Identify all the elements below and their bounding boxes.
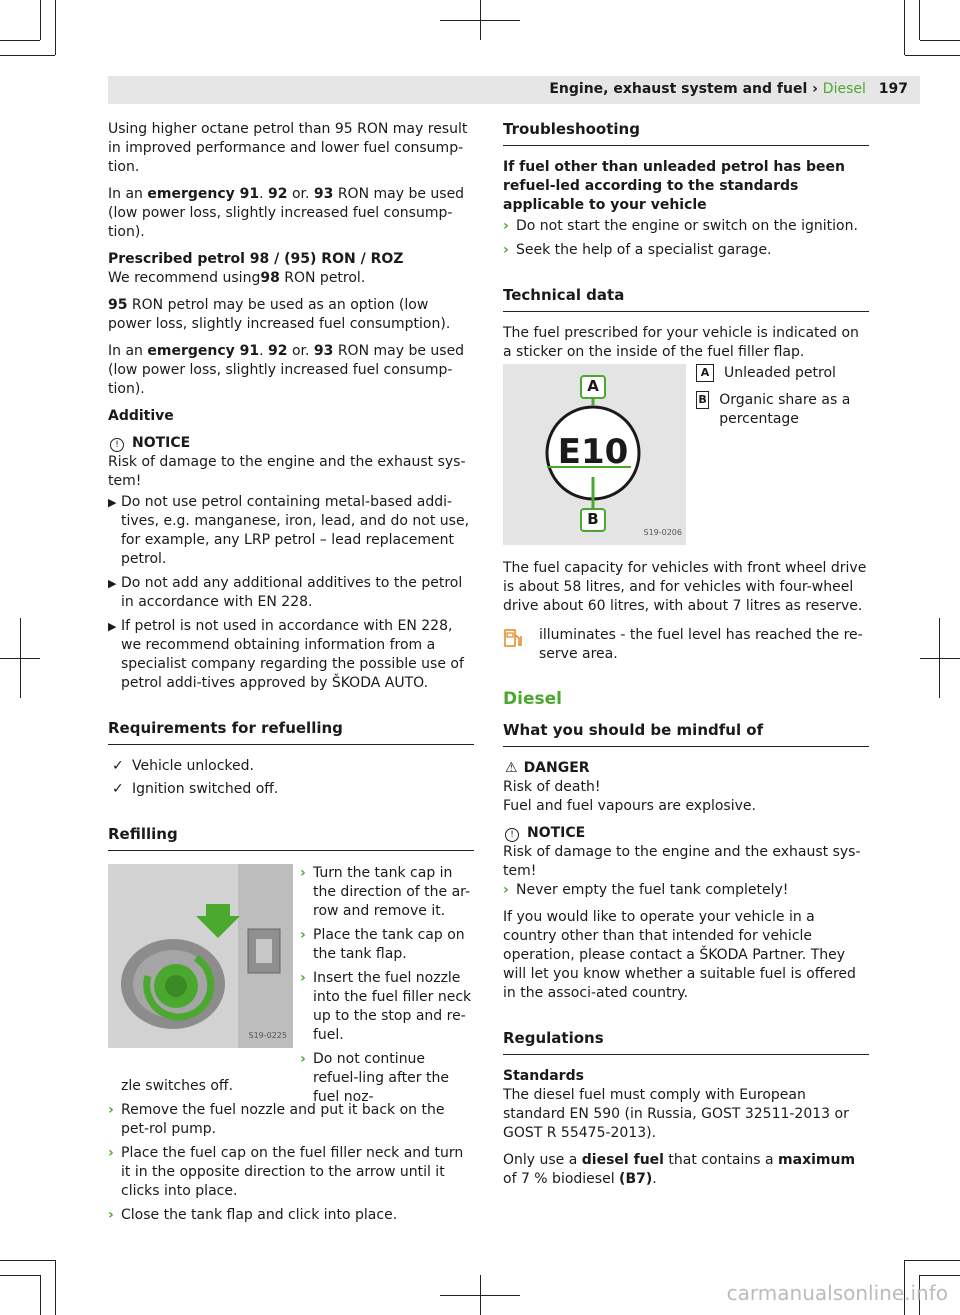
legend-text: Unleaded petrol [724, 365, 836, 381]
checkmark-icon: ✓ [112, 781, 124, 797]
refill-step-text: Close the tank flap and click into place. [121, 1207, 398, 1223]
fuel-capacity-text: The fuel capacity for vehicles with front wheel drive is about 58 litres, and for vehicles with four-wheel drive about 60 litres, with about 7 litres as reserve. [503, 560, 867, 614]
text: 93 [313, 186, 334, 202]
requirements-heading: Requirements for refuelling [108, 719, 474, 745]
text: In an [108, 186, 148, 202]
text: emergency 91 [147, 186, 260, 202]
checkmark-icon: ✓ [112, 758, 124, 774]
figure-code: S19-0225 [248, 1031, 287, 1040]
notice-block [503, 824, 869, 900]
text: of 7 % biodiesel [503, 1171, 620, 1187]
text: diesel fuel [581, 1152, 664, 1168]
header-section: Engine, exhaust system and fuel [549, 81, 808, 97]
chevron-right-icon: › [300, 865, 306, 881]
mindful-heading: What you should be mindful of [503, 721, 869, 747]
technical-data-heading: Technical data [503, 286, 869, 312]
refilling-heading: Refilling [108, 825, 474, 851]
refill-step-text: Do not continue refuel-ling after the fuel noz- [313, 1051, 449, 1105]
crop-mark [920, 658, 960, 659]
crop-mark [0, 1260, 55, 1261]
crop-mark [919, 0, 920, 40]
text: or. [287, 343, 314, 359]
notice-title: NOTICE [527, 825, 586, 841]
technical-data-text: The fuel prescribed for your vehicle is indicated on a sticker on the inside of the fuel filler flap. [503, 325, 859, 360]
text: . [259, 343, 269, 359]
prescribed-petrol: Prescribed petrol 98 / (95) RON / ROZ [108, 251, 404, 267]
danger-line: Fuel and fuel vapours are explosive. [503, 798, 756, 814]
crop-mark [40, 1275, 41, 1315]
refill-step-text: Place the fuel cap on the fuel filler neck and turn it in the opposite direction to the arrow until it clicks into place. [121, 1145, 464, 1199]
right-column [503, 120, 869, 370]
notice-block [108, 434, 474, 693]
triangle-bullet-icon: ▶ [108, 620, 117, 633]
legend-key: B [696, 391, 709, 409]
refill-step-text: Remove the fuel nozzle and put it back on the pet-rol pump. [121, 1102, 445, 1137]
notice-icon: ! [110, 438, 124, 452]
text: 98 [260, 270, 280, 286]
crop-mark [0, 1275, 40, 1276]
option-paragraph [108, 296, 474, 334]
e10-label: E10 [557, 432, 629, 472]
crop-mark [920, 1275, 960, 1276]
left-column [108, 120, 474, 887]
refill-step-text: Insert the fuel nozzle into the fuel filler neck up to the stop and re-fuel. [313, 970, 472, 1043]
requirement-text: Vehicle unlocked. [132, 758, 254, 774]
danger-title: DANGER [523, 760, 590, 776]
emergency-paragraph [108, 185, 474, 242]
legend-key: A [696, 364, 714, 382]
triangle-bullet-icon: ▶ [108, 577, 117, 590]
chevron-right-icon: › [300, 927, 306, 943]
text: . [652, 1171, 657, 1187]
fuel-cap-illustration [108, 864, 293, 1048]
standards-text: The diesel fuel must comply with European standard EN 590 (in Russia, GOST 32511-2013 or GOST R 55475-2013). [503, 1087, 849, 1141]
text: We recommend using [108, 270, 261, 286]
danger-line: Risk of death! [503, 779, 601, 795]
troubleshooting-item [503, 217, 869, 236]
watermark: carmanualsonline.info [726, 1281, 948, 1305]
triangle-bullet-icon: ▶ [108, 496, 117, 509]
legend-item [696, 391, 870, 429]
notice-text: Risk of damage to the engine and the exhaust sys-tem! [503, 844, 861, 879]
e10-sticker-figure [503, 364, 686, 545]
chevron-right-icon: › [503, 242, 509, 258]
text: 92 [268, 343, 288, 359]
notice-item-text: Never empty the fuel tank completely! [516, 882, 789, 898]
notice-item [108, 493, 474, 569]
step-continuation: zle switches off. [121, 1078, 234, 1094]
recommend-paragraph [108, 269, 474, 288]
crop-mark [0, 55, 55, 56]
chevron-right-icon: › [108, 1207, 114, 1223]
text: (B7) [619, 1171, 653, 1187]
callout-a: A [587, 377, 599, 395]
chevron-right-icon: › [300, 1051, 306, 1067]
notice-item-text: Do not use petrol containing metal-based addi-tives, e.g. manganese, iron, lead, and do not use, for example, any LRP petrol – lead replacement petrol. [121, 494, 470, 567]
standards-heading: Standards [503, 1068, 584, 1084]
chevron-right-icon: › [503, 218, 509, 234]
warning-triangle-icon: ⚠ [505, 760, 518, 776]
emergency-paragraph-2 [108, 342, 474, 399]
text: Only use a [503, 1152, 582, 1168]
figure-steps [300, 864, 474, 1112]
notice-item-text: If petrol is not used in accordance with EN 228, we recommend obtaining information from a specialist company regarding the possible use of petrol addi-tives approved by ŠKODA AUTO. [121, 618, 464, 691]
notice-item-text: Do not add any additional additives to the petrol in accordance with EN 228. [121, 575, 463, 610]
notice-title: NOTICE [132, 435, 191, 451]
crop-mark [920, 40, 960, 41]
crop-mark [905, 55, 960, 56]
troubleshooting-text: Do not start the engine or switch on the ignition. [516, 218, 858, 234]
requirement-text: Ignition switched off. [132, 781, 279, 797]
diesel-heading: Diesel [503, 689, 562, 709]
troubleshooting-heading: Troubleshooting [503, 120, 869, 146]
refill-step-text: Turn the tank cap in the direction of the ar-row and remove it. [313, 865, 471, 919]
text: RON may be used (low power loss, slightly increased fuel consump-tion). [108, 186, 465, 240]
fuel-warning-text: illuminates - the fuel level has reached the re-serve area. [539, 627, 863, 662]
chevron-right-icon: › [300, 970, 306, 986]
troubleshooting-item [503, 241, 869, 260]
troubleshooting-subheading: If fuel other than unleaded petrol has been refuel-led according to the standards applicable to your vehicle [503, 159, 845, 213]
refill-step [108, 1206, 474, 1225]
page-number: 197 [878, 81, 908, 97]
fuel-warning [503, 626, 869, 664]
figure-legend [696, 364, 870, 429]
text: RON petrol. [279, 270, 366, 286]
troubleshooting-text: Seek the help of a specialist garage. [516, 242, 772, 258]
text: 92 [268, 186, 288, 202]
text: maximum [778, 1152, 856, 1168]
right-column-lower [503, 559, 869, 1197]
requirement-item [108, 780, 474, 799]
text: 93 [313, 343, 334, 359]
danger-block [503, 759, 869, 816]
text: or. [287, 186, 314, 202]
header-subsection: Diesel [822, 81, 866, 97]
refill-step [108, 1144, 474, 1201]
refill-step [108, 1101, 474, 1139]
header-separator: › [807, 81, 823, 97]
running-header [549, 80, 908, 99]
octane-paragraph: Using higher octane petrol than 95 RON may result in improved performance and lower fuel consump-tion. [108, 121, 468, 175]
text: RON petrol may be used as an option (low power loss, slightly increased fuel consumption). [108, 297, 451, 332]
refill-step [300, 926, 474, 964]
text: that contains a [663, 1152, 779, 1168]
text: RON may be used (low power loss, slightly increased fuel consump-tion). [108, 343, 465, 397]
text: In an [108, 343, 148, 359]
crop-mark [440, 20, 520, 21]
crop-mark [904, 0, 905, 55]
callout-b: B [587, 510, 599, 528]
chevron-right-icon: › [503, 882, 509, 898]
refill-step [300, 969, 474, 1045]
crop-mark [55, 1260, 56, 1315]
fuel-pump-icon [503, 626, 539, 664]
fuel-cap-figure [108, 864, 293, 1048]
notice-item [108, 574, 474, 612]
crop-mark [55, 0, 56, 55]
additive-heading: Additive [108, 408, 174, 424]
chevron-right-icon: › [108, 1102, 114, 1118]
chevron-right-icon: › [108, 1145, 114, 1161]
refill-steps-continued [108, 1077, 474, 1230]
notice-item [503, 881, 869, 900]
crop-mark [440, 1295, 520, 1296]
crop-mark [905, 1260, 960, 1261]
refill-step-text: Place the tank cap on the tank flap. [313, 927, 465, 962]
notice-text: Risk of damage to the engine and the exhaust sys-tem! [108, 454, 466, 489]
figure-code: S19-0206 [643, 528, 682, 537]
crop-mark [0, 40, 40, 41]
refill-step [300, 864, 474, 921]
text: emergency 91 [147, 343, 260, 359]
biodiesel-paragraph [503, 1151, 869, 1189]
crop-mark [40, 0, 41, 40]
notice-icon: ! [505, 828, 519, 842]
legend-text: Organic share as a percentage [719, 392, 851, 427]
text: . [259, 186, 269, 202]
regulations-heading: Regulations [503, 1029, 869, 1055]
legend-item [696, 364, 870, 383]
crop-mark [0, 658, 40, 659]
notice-item [108, 617, 474, 693]
country-paragraph: If you would like to operate your vehicle in a country other than that intended for vehicle operation, please contact a ŠKODA Partner. They will let you know whether a suitable fuel is offered in the associ-ated country. [503, 909, 856, 1001]
text: 95 [108, 297, 128, 313]
requirement-item [108, 757, 474, 776]
